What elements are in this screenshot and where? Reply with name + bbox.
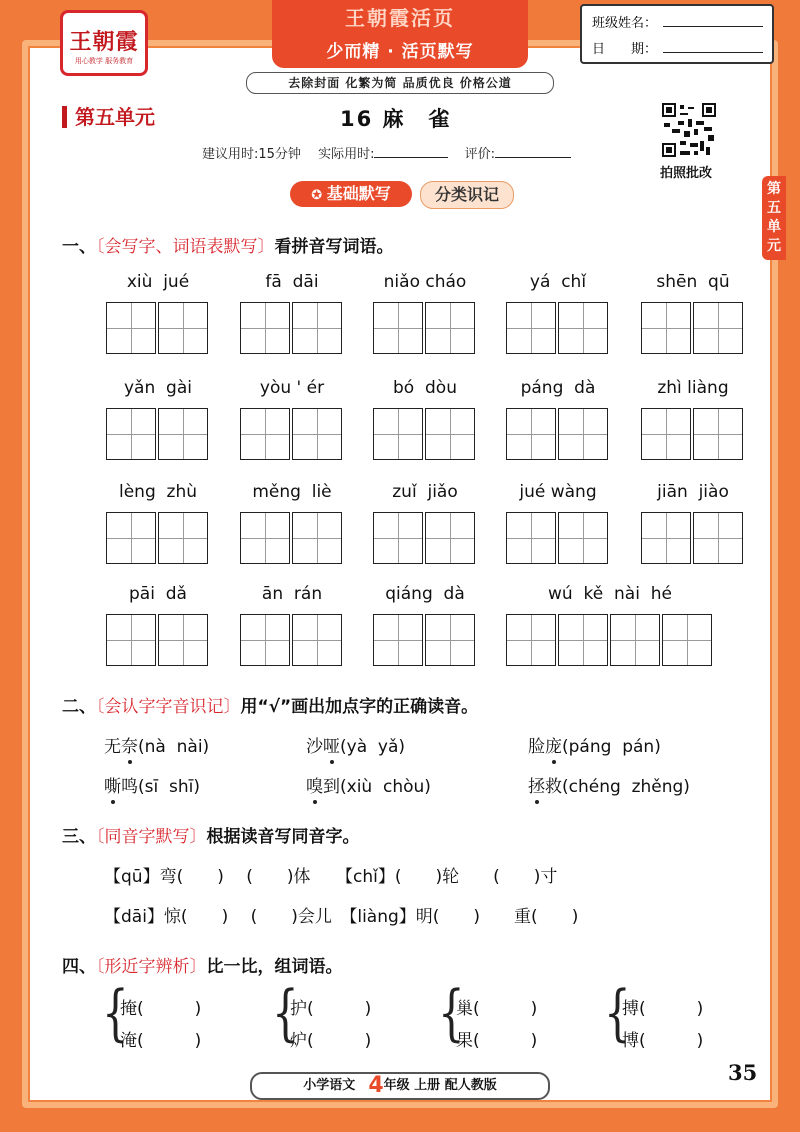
section2-tag: 〔会认字字音识记〕 [96, 697, 241, 717]
section3-instruction: 根据读音写同音字。 [206, 827, 360, 847]
writing-cell[interactable] [506, 408, 556, 460]
section1-instruction: 看拼音写词语。 [274, 237, 394, 257]
actual-time-line[interactable] [374, 157, 448, 158]
writing-cell[interactable] [373, 512, 423, 564]
char: 救 [545, 777, 562, 797]
reading-item[interactable] [306, 772, 431, 797]
pinyin-label: ān rán [261, 584, 323, 604]
writing-cell[interactable] [158, 302, 208, 354]
compare-item[interactable]: 护( ) [290, 999, 372, 1019]
writing-cell[interactable] [240, 512, 290, 564]
section4-tag: 〔形近字辨析〕 [96, 957, 207, 977]
homophone-line[interactable]: 【dāi】惊( ) ( )会儿 【liàng】明( ) 重( ) [104, 907, 579, 927]
compare-item[interactable]: 巢( ) [456, 999, 538, 1019]
suggested-time: 建议用时:15分钟 [202, 147, 301, 162]
writing-cell[interactable] [373, 614, 423, 666]
reading-item[interactable] [104, 732, 209, 757]
qr-code-icon[interactable] [662, 103, 716, 157]
section4-title [62, 952, 343, 977]
dotted-char: 奈 [121, 737, 138, 757]
writing-cell[interactable] [425, 512, 475, 564]
pinyin-label: yòu ' ér [259, 378, 325, 398]
section4-num: 四、 [62, 957, 96, 977]
date-label: 日 期： [592, 42, 658, 57]
char: 到 [323, 777, 340, 797]
writing-cell[interactable] [106, 408, 156, 460]
pinyin-label: jué wàng [519, 482, 597, 502]
pinyin-label: zuǐ jiǎo [392, 482, 458, 502]
writing-cell[interactable] [558, 408, 608, 460]
section3-tag: 〔同音字默写〕 [96, 827, 207, 847]
pinyin-options[interactable]: (nà nài) [138, 737, 210, 757]
section2-instruction: 用“√”画出加点字的正确读音。 [240, 697, 479, 717]
brand-sub: 用心教学 服务教育 [74, 57, 134, 65]
pinyin-options[interactable]: (chéng zhěng) [562, 777, 690, 797]
medal-icon: ✪ [311, 188, 327, 203]
pinyin-label: qiáng dà [385, 584, 465, 604]
writing-cell[interactable] [558, 302, 608, 354]
brace-icon: { [604, 976, 631, 1048]
writing-cell[interactable] [506, 614, 556, 666]
qr-label: 拍照批改 [660, 166, 713, 181]
writing-cell[interactable] [292, 614, 342, 666]
pinyin-label: páng dà [520, 378, 596, 398]
lesson-title: 16 麻 雀 [340, 107, 452, 131]
pinyin-label: jiān jiào [657, 482, 729, 502]
footer-grade-number: 4 [368, 1073, 384, 1098]
pinyin-options[interactable]: (xiù chòu) [340, 777, 431, 797]
char: 无 [104, 737, 121, 757]
writing-cell[interactable] [240, 302, 290, 354]
dotted-char: 拯 [528, 777, 545, 797]
footer-grade-text: 年级 上册 配人教版 [383, 1078, 497, 1093]
name-line[interactable] [663, 26, 763, 27]
tab-category-memory[interactable]: 分类识记 [420, 181, 514, 209]
compare-item[interactable]: 淹( ) [120, 1031, 202, 1051]
tab-basic-dictation-label: 基础默写 [326, 184, 391, 203]
reading-item[interactable] [528, 732, 661, 757]
pinyin-label: zhì liàng [657, 378, 729, 398]
char: 沙 [306, 737, 323, 757]
writing-cell[interactable] [641, 302, 691, 354]
char: 脸 [528, 737, 545, 757]
product-name: 王朝霞活页 [345, 6, 455, 30]
char: 鸣 [121, 777, 138, 797]
brand-logo [60, 10, 148, 76]
reading-item[interactable] [528, 772, 690, 797]
section4-instruction: 比一比，组词语。 [206, 957, 343, 977]
writing-cell[interactable] [292, 408, 342, 460]
writing-cell[interactable] [693, 408, 743, 460]
section3-title [62, 822, 360, 847]
homophone-line[interactable]: 【qū】弯( ) ( )体 【chǐ】( )轮 ( )寸 [104, 867, 558, 887]
pinyin-label: niǎo cháo [383, 272, 467, 292]
section2-title [62, 692, 478, 717]
writing-cell[interactable] [693, 302, 743, 354]
compare-item[interactable]: 搏( ) [622, 999, 704, 1019]
section3-num: 三、 [62, 827, 96, 847]
writing-cell[interactable] [240, 614, 290, 666]
writing-cell[interactable] [558, 614, 608, 666]
dotted-char: 庞 [545, 737, 562, 757]
compare-item[interactable]: 掩( ) [120, 999, 202, 1019]
actual-time-label: 实际用时: [318, 147, 375, 162]
writing-cell[interactable] [158, 512, 208, 564]
timing-row [202, 143, 571, 162]
writing-cell[interactable] [662, 614, 712, 666]
top-banner [272, 0, 528, 68]
pinyin-label: xiù jué [126, 272, 190, 292]
student-info-box [580, 4, 774, 64]
writing-cell[interactable] [425, 408, 475, 460]
footer-badge [250, 1072, 550, 1100]
product-slogan: 少而精 · 活页默写 [326, 42, 474, 62]
writing-cell[interactable] [425, 302, 475, 354]
writing-cell[interactable] [158, 614, 208, 666]
section2-num: 二、 [62, 697, 96, 717]
pinyin-label: yá chǐ [529, 272, 587, 292]
writing-cell[interactable] [425, 614, 475, 666]
unit-title: 第五单元 [62, 106, 155, 128]
compare-item[interactable]: 果( ) [456, 1031, 538, 1051]
pinyin-label: pāi dǎ [129, 584, 187, 604]
brace-icon: { [438, 976, 465, 1048]
side-tab-label: 第五单元 [767, 181, 781, 254]
writing-cell[interactable] [641, 512, 691, 564]
section1-tag: 〔会写字、词语表默写〕 [96, 237, 275, 257]
writing-cell[interactable] [292, 512, 342, 564]
eval-label: 评价: [464, 147, 495, 162]
writing-cell[interactable] [506, 302, 556, 354]
writing-cell[interactable] [240, 408, 290, 460]
writing-cell[interactable] [106, 614, 156, 666]
section1-title [62, 232, 394, 257]
pinyin-label: yǎn gài [124, 378, 192, 398]
brand-name: 王朝霞 [69, 29, 139, 55]
writing-cell[interactable] [373, 302, 423, 354]
compare-item[interactable]: 炉( ) [290, 1031, 372, 1051]
reading-item[interactable] [306, 732, 405, 757]
side-unit-tab [762, 176, 786, 260]
pinyin-options[interactable]: (yà yǎ) [340, 737, 406, 757]
page-number: 35 [728, 1060, 758, 1085]
pinyin-label: bó dòu [393, 378, 457, 398]
writing-cell[interactable] [158, 408, 208, 460]
section1-num: 一、 [62, 237, 96, 257]
brace-icon: { [272, 976, 299, 1048]
dotted-char: 嗅 [306, 777, 323, 797]
pinyin-label: měng liè [252, 482, 332, 502]
writing-cell[interactable] [106, 512, 156, 564]
writing-cell[interactable] [506, 512, 556, 564]
tab-basic-dictation[interactable] [290, 181, 412, 207]
compare-item[interactable]: 博( ) [622, 1031, 704, 1051]
writing-cell[interactable] [292, 302, 342, 354]
date-line[interactable] [663, 52, 763, 53]
dotted-char: 哑 [323, 737, 340, 757]
pinyin-label: wú kě nài hé [548, 584, 672, 604]
name-label: 班级姓名： [592, 16, 658, 31]
brace-icon: { [102, 976, 129, 1048]
reading-item[interactable] [104, 772, 200, 797]
writing-cell[interactable] [106, 302, 156, 354]
tagline: 去除封面 化繁为简 品质优良 价格公道 [246, 72, 554, 94]
pinyin-options[interactable]: (sī shī) [138, 777, 201, 797]
pinyin-label: fā dāi [265, 272, 319, 292]
pinyin-label: shēn qū [656, 272, 730, 292]
dotted-char: 嘶 [104, 777, 121, 797]
writing-cell[interactable] [641, 408, 691, 460]
writing-cell[interactable] [373, 408, 423, 460]
footer-subject: 小学语文 [303, 1078, 356, 1093]
writing-cell[interactable] [610, 614, 660, 666]
eval-line[interactable] [495, 157, 571, 158]
writing-cell[interactable] [693, 512, 743, 564]
pinyin-options[interactable]: (páng pán) [562, 737, 661, 757]
pinyin-label: lèng zhù [118, 482, 198, 502]
writing-cell[interactable] [558, 512, 608, 564]
